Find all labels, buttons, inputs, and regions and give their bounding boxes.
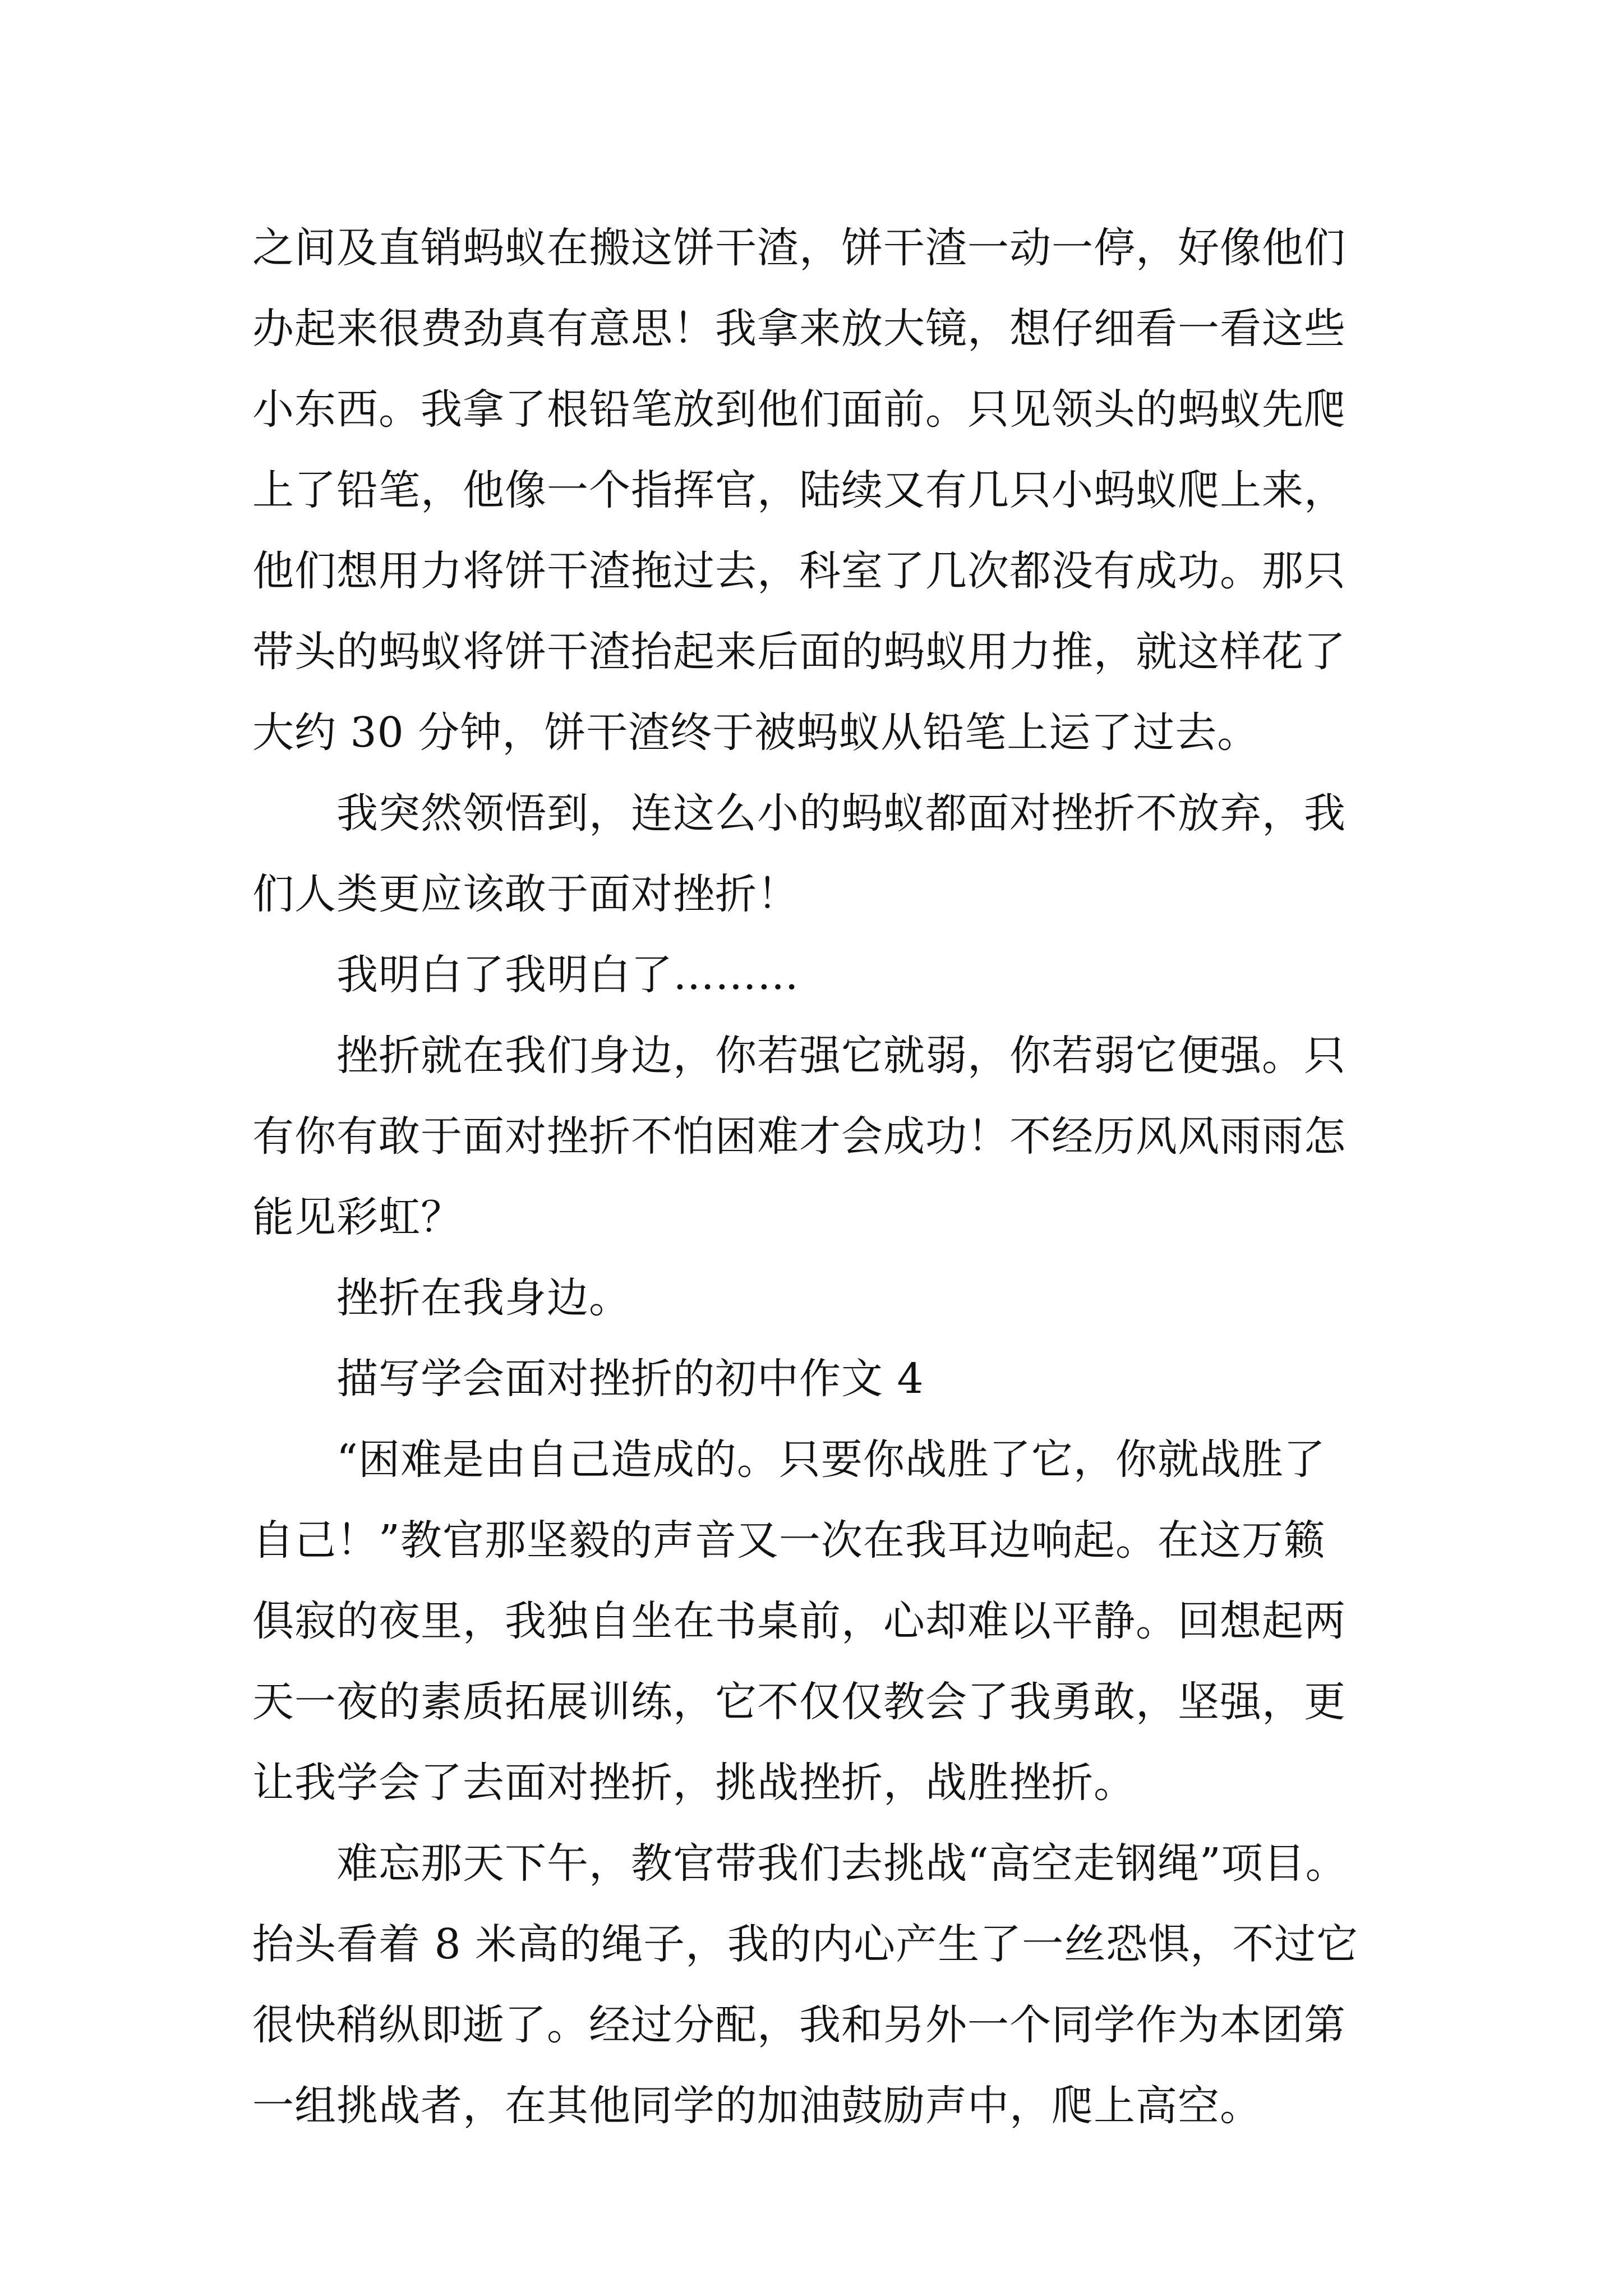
paragraph-first-line: 难忘那天下午，教官带我们去挑战“高空走钢绳”项目。 [336,1839,1348,1888]
text-line: 有你有敢于面对挫折不怕困难才会成功！不经历风风雨雨怎 [252,1112,1346,1161]
text-line: 大约 30 分钟，饼干渣终于被蚂蚁从铅笔上运了过去。 [252,708,1260,757]
text-line: 小东西。我拿了根铅笔放到他们面前。只见领头的蚂蚁先爬 [252,385,1346,434]
text-line: 抬头看着 8 米高的绳子，我的内心产生了一丝恐惧，不过它 [252,1920,1359,1968]
text-line: 办起来很费劲真有意思！我拿来放大镜，想仔细看一看这些 [252,305,1346,353]
section-heading: 描写学会面对挫折的初中作文 4 [336,1355,924,1403]
document-body [252,208,1396,2146]
text-line: 很快稍纵即逝了。经过分配，我和另外一个同学作为本团第 [252,2001,1346,2049]
text-line: 天一夜的素质拓展训练，它不仅仅教会了我勇敢，坚强，更 [252,1678,1346,1726]
text-line: 们人类更应该敢于面对挫折！ [252,870,799,918]
text-line: 能见彩虹？ [252,1193,463,1241]
paragraph-first-line: 我明白了我明白了……… [336,951,799,999]
text-line: 让我学会了去面对挫折，挑战挫折，战胜挫折。 [252,1759,1136,1807]
text-line: 自己！”教官那坚毅的声音又一次在我耳边响起。在这万籁 [252,1516,1326,1565]
paragraph-first-line: 挫折就在我们身边，你若强它就弱，你若弱它便强。只 [336,1032,1346,1080]
text-line: 带头的蚂蚁将饼干渣抬起来后面的蚂蚁用力推，就这样花了 [252,628,1346,676]
text-line: 他们想用力将饼干渣拖过去，科室了几次都没有成功。那只 [252,547,1346,595]
paragraph-first-line: 挫折在我身边。 [336,1274,631,1322]
text-line: 之间及直销蚂蚁在搬这饼干渣，饼干渣一动一停，好像他们 [252,224,1346,272]
paragraph-first-line: “困难是由自己造成的。只要你战胜了它，你就战胜了 [336,1435,1326,1484]
text-line: 上了铅笔，他像一个指挥官，陆续又有几只小蚂蚁爬上来， [252,466,1346,514]
text-line: 一组挑战者，在其他同学的加油鼓励声中，爬上高空。 [252,2082,1262,2130]
paragraph-first-line: 我突然领悟到，连这么小的蚂蚁都面对挫折不放弃，我 [336,789,1346,838]
text-line: 俱寂的夜里，我独自坐在书桌前，心却难以平静。回想起两 [252,1597,1346,1645]
